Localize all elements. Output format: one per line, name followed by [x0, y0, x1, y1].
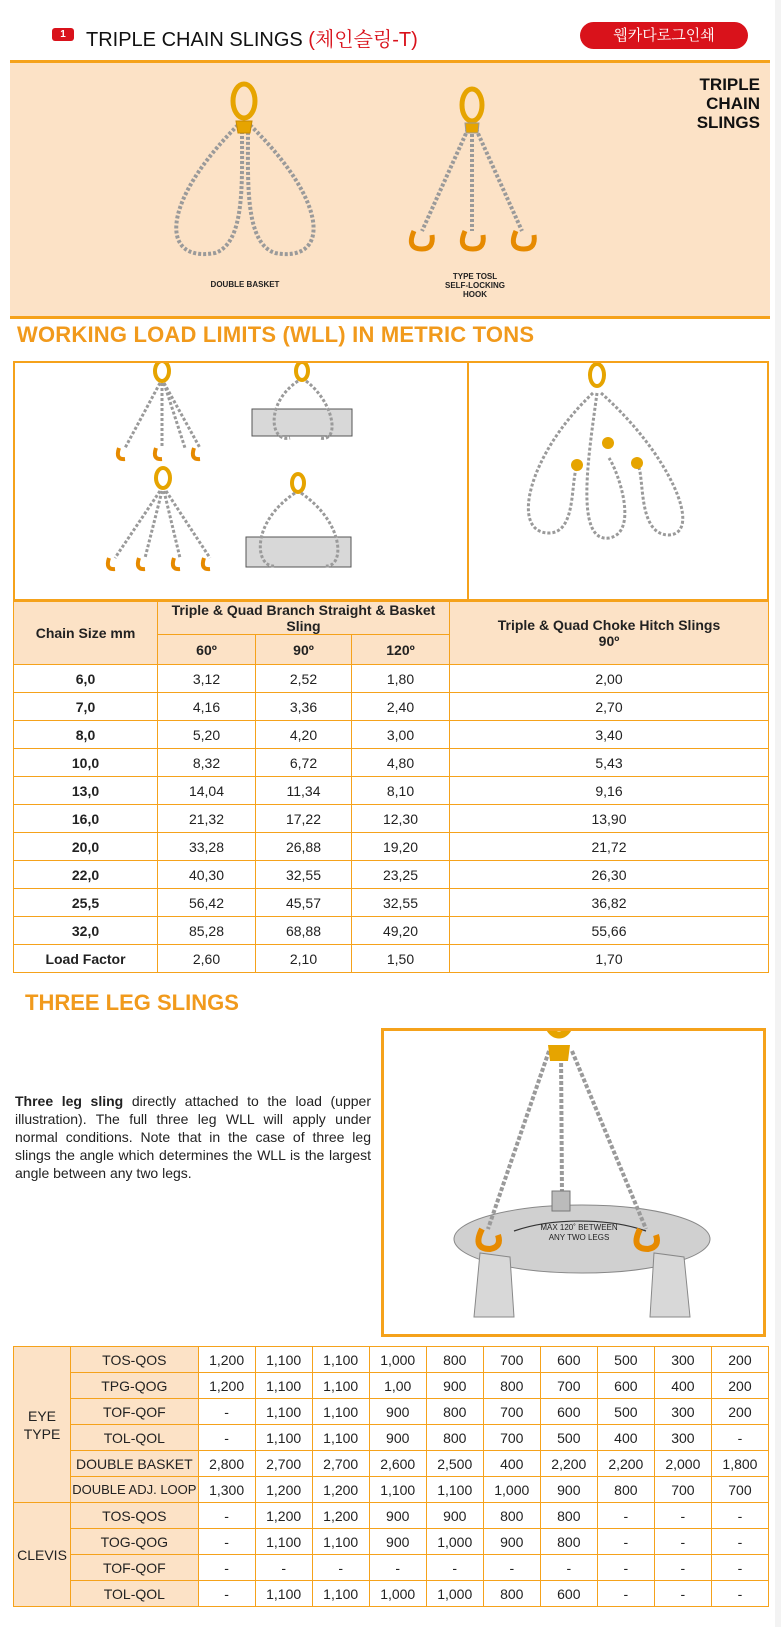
self-locking-hook-illustration	[411, 89, 534, 249]
capacity-value-cell: 1,000	[369, 1347, 426, 1373]
wll-value-cell: 11,34	[256, 777, 352, 805]
capacity-value-cell: 1,000	[369, 1581, 426, 1607]
model-cell: TOS-QOS	[71, 1503, 199, 1529]
capacity-value-cell: 200	[711, 1373, 768, 1399]
capacity-value-cell: 1,800	[711, 1451, 768, 1477]
capacity-value-cell: -	[711, 1529, 768, 1555]
capacity-value-cell: 600	[597, 1373, 654, 1399]
three-leg-description	[15, 1092, 371, 1182]
angle-header: 120º	[352, 635, 450, 665]
capacity-value-cell: 900	[426, 1503, 483, 1529]
capacity-row	[14, 1373, 769, 1399]
section-number-badge: 1	[52, 28, 74, 41]
capacity-value-cell: -	[711, 1581, 768, 1607]
wll-value-cell: 55,66	[450, 917, 769, 945]
wll-value-cell: 32,55	[256, 861, 352, 889]
wll-row	[14, 889, 769, 917]
capacity-value-cell: 700	[540, 1373, 597, 1399]
wll-value-cell: 2,60	[158, 945, 256, 973]
three-leg-illustration	[384, 1031, 763, 1334]
wll-value-cell: 19,20	[352, 833, 450, 861]
clevis-group	[14, 1503, 71, 1607]
wll-value-cell: 3,00	[352, 721, 450, 749]
wll-value-cell: 8,32	[158, 749, 256, 777]
capacity-value-cell: 900	[369, 1503, 426, 1529]
capacity-value-cell: -	[654, 1529, 711, 1555]
capacity-value-cell: 700	[483, 1425, 540, 1451]
capacity-row	[14, 1477, 769, 1503]
capacity-value-cell: 1,100	[255, 1581, 312, 1607]
double-basket-caption: DOUBLE BASKET	[210, 280, 280, 289]
wll-value-cell: 9,16	[450, 777, 769, 805]
chain-size-cell: 6,0	[14, 665, 158, 693]
capacity-value-cell: -	[597, 1581, 654, 1607]
wll-value-cell: 3,36	[256, 693, 352, 721]
wll-value-cell: 49,20	[352, 917, 450, 945]
capacity-value-cell: 2,500	[426, 1451, 483, 1477]
wll-value-cell: 26,88	[256, 833, 352, 861]
wll-value-cell: 40,30	[158, 861, 256, 889]
capacity-value-cell: -	[198, 1555, 255, 1581]
wll-value-cell: 12,30	[352, 805, 450, 833]
branch-sling-illustrations	[15, 363, 467, 599]
capacity-value-cell: 1,100	[255, 1529, 312, 1555]
chain-size-cell: 13,0	[14, 777, 158, 805]
capacity-value-cell: 800	[483, 1581, 540, 1607]
page-edge	[775, 0, 781, 1627]
model-cell: TPG-QOG	[71, 1373, 199, 1399]
caption-line: ANY TWO LEGS	[548, 1233, 610, 1242]
wll-value-cell: 68,88	[256, 917, 352, 945]
capacity-value-cell: -	[597, 1529, 654, 1555]
capacity-value-cell: 300	[654, 1399, 711, 1425]
chain-size-cell: 10,0	[14, 749, 158, 777]
capacity-value-cell: 1,100	[312, 1529, 369, 1555]
capacity-value-cell: 1,200	[198, 1347, 255, 1373]
wll-value-cell: 36,82	[450, 889, 769, 917]
capacity-value-cell: 1,100	[255, 1347, 312, 1373]
capacity-value-cell: 2,600	[369, 1451, 426, 1477]
sling-capacity-table	[13, 1346, 769, 1607]
wll-value-cell: 2,52	[256, 665, 352, 693]
capacity-value-cell: 1,000	[426, 1581, 483, 1607]
model-cell: TOL-QOL	[71, 1425, 199, 1451]
wll-value-cell: 6,72	[256, 749, 352, 777]
wll-value-cell: 2,70	[450, 693, 769, 721]
description-lead: Three leg sling	[15, 1093, 124, 1109]
choke-hitch-header	[450, 602, 769, 665]
capacity-value-cell: -	[597, 1503, 654, 1529]
capacity-value-cell: 2,200	[597, 1451, 654, 1477]
wll-value-cell: 1,50	[352, 945, 450, 973]
capacity-value-cell: 2,700	[255, 1451, 312, 1477]
angle-header: 90º	[256, 635, 352, 665]
double-basket-illustration	[176, 84, 313, 254]
wll-row	[14, 833, 769, 861]
angle-header: 60º	[158, 635, 256, 665]
wll-value-cell: 3,12	[158, 665, 256, 693]
capacity-value-cell: 400	[654, 1373, 711, 1399]
wll-value-cell: 17,22	[256, 805, 352, 833]
capacity-value-cell: -	[198, 1529, 255, 1555]
capacity-value-cell: 1,100	[369, 1477, 426, 1503]
capacity-row	[14, 1451, 769, 1477]
capacity-row	[14, 1555, 769, 1581]
capacity-value-cell: 400	[597, 1425, 654, 1451]
wll-value-cell: 5,43	[450, 749, 769, 777]
wll-value-cell: 8,10	[352, 777, 450, 805]
wll-value-cell: 4,80	[352, 749, 450, 777]
capacity-row	[14, 1581, 769, 1607]
wll-value-cell: 26,30	[450, 861, 769, 889]
capacity-value-cell: 2,000	[654, 1451, 711, 1477]
chain-size-cell: 20,0	[14, 833, 158, 861]
capacity-value-cell: 800	[426, 1347, 483, 1373]
capacity-value-cell: -	[654, 1581, 711, 1607]
capacity-value-cell: 900	[540, 1477, 597, 1503]
wll-value-cell: 1,80	[352, 665, 450, 693]
capacity-value-cell: 900	[426, 1373, 483, 1399]
wll-value-cell: 85,28	[158, 917, 256, 945]
capacity-value-cell: 800	[426, 1425, 483, 1451]
model-cell: TOL-QOL	[71, 1581, 199, 1607]
capacity-value-cell: -	[198, 1425, 255, 1451]
chain-size-cell: 22,0	[14, 861, 158, 889]
chain-size-cell: 16,0	[14, 805, 158, 833]
capacity-value-cell: 800	[483, 1503, 540, 1529]
wll-row	[14, 665, 769, 693]
wll-value-cell: 21,72	[450, 833, 769, 861]
choke-hitch-title: Triple & Quad Choke Hitch Slings	[497, 617, 721, 633]
model-cell: DOUBLE BASKET	[71, 1451, 199, 1477]
capacity-value-cell: 1,100	[312, 1347, 369, 1373]
capacity-value-cell: 1,100	[255, 1373, 312, 1399]
caption-line: SELF-LOCKING	[445, 281, 505, 290]
capacity-value-cell: 1,200	[312, 1477, 369, 1503]
model-cell: DOUBLE ADJ. LOOP	[71, 1477, 199, 1503]
capacity-value-cell: 600	[540, 1581, 597, 1607]
capacity-value-cell: 1,300	[198, 1477, 255, 1503]
wll-row	[14, 721, 769, 749]
capacity-value-cell: 1,000	[426, 1529, 483, 1555]
capacity-value-cell: -	[198, 1399, 255, 1425]
capacity-value-cell: 300	[654, 1347, 711, 1373]
capacity-value-cell: 500	[597, 1347, 654, 1373]
capacity-value-cell: 600	[540, 1347, 597, 1373]
wll-value-cell: 21,32	[158, 805, 256, 833]
wll-row	[14, 777, 769, 805]
capacity-value-cell: 800	[540, 1503, 597, 1529]
wll-header-row	[14, 602, 769, 635]
chain-size-header: Chain Size mm	[14, 602, 158, 665]
capacity-row	[14, 1347, 769, 1373]
eye-type-group	[14, 1347, 71, 1503]
wll-row	[14, 917, 769, 945]
group-label-line: CLEVIS	[17, 1546, 67, 1563]
wll-value-cell: 33,28	[158, 833, 256, 861]
caption-line: MAX 120˚ BETWEEN	[540, 1223, 618, 1232]
capacity-value-cell: -	[711, 1425, 768, 1451]
wll-value-cell: 32,55	[352, 889, 450, 917]
wll-value-cell: 2,10	[256, 945, 352, 973]
hero-banner	[10, 63, 770, 319]
capacity-value-cell: 1,200	[255, 1503, 312, 1529]
wll-row	[14, 693, 769, 721]
group-label-line: TYPE	[23, 1425, 61, 1442]
capacity-value-cell: -	[369, 1555, 426, 1581]
wll-row	[14, 805, 769, 833]
capacity-value-cell: 200	[711, 1347, 768, 1373]
max-angle-caption	[524, 1223, 634, 1243]
capacity-value-cell: -	[597, 1555, 654, 1581]
capacity-value-cell: 1,100	[255, 1425, 312, 1451]
capacity-value-cell: 2,200	[540, 1451, 597, 1477]
capacity-value-cell: 1,00	[369, 1373, 426, 1399]
wll-value-cell: 13,90	[450, 805, 769, 833]
capacity-value-cell: -	[483, 1555, 540, 1581]
chain-sling-illustrations	[10, 63, 770, 319]
wll-heading: WORKING LOAD LIMITS (WLL) IN METRIC TONS	[17, 322, 535, 347]
capacity-value-cell: 1,100	[312, 1399, 369, 1425]
capacity-value-cell: -	[711, 1503, 768, 1529]
wll-value-cell: 2,40	[352, 693, 450, 721]
capacity-value-cell: 700	[483, 1347, 540, 1373]
capacity-value-cell: 200	[711, 1399, 768, 1425]
title-korean: (체인슬링-T)	[308, 29, 418, 51]
chain-size-cell: 32,0	[14, 917, 158, 945]
hero-tag-line: CHAIN	[706, 94, 760, 113]
capacity-value-cell: 900	[483, 1529, 540, 1555]
capacity-value-cell: 1,200	[198, 1373, 255, 1399]
capacity-row	[14, 1399, 769, 1425]
capacity-value-cell: 900	[369, 1425, 426, 1451]
model-cell: TOS-QOS	[71, 1347, 199, 1373]
self-locking-hook-caption	[430, 272, 520, 299]
capacity-value-cell: -	[711, 1555, 768, 1581]
capacity-value-cell: -	[654, 1555, 711, 1581]
capacity-value-cell: 400	[483, 1451, 540, 1477]
capacity-value-cell: 800	[426, 1399, 483, 1425]
capacity-value-cell: 1,200	[312, 1503, 369, 1529]
wll-value-cell: 4,16	[158, 693, 256, 721]
choke-hitch-angle: 90º	[598, 633, 620, 649]
choke-hitch-illustration	[469, 363, 769, 599]
wll-row	[14, 861, 769, 889]
capacity-value-cell: 900	[369, 1399, 426, 1425]
capacity-value-cell: 300	[654, 1425, 711, 1451]
branch-basket-header: Triple & Quad Branch Straight & Basket Sling	[158, 602, 450, 635]
capacity-value-cell: 1,100	[255, 1399, 312, 1425]
capacity-value-cell: 800	[597, 1477, 654, 1503]
capacity-value-cell: 900	[369, 1529, 426, 1555]
model-cell: TOF-QOF	[71, 1399, 199, 1425]
caption-line: TYPE TOSL	[452, 272, 498, 281]
capacity-value-cell: 1,100	[312, 1425, 369, 1451]
capacity-value-cell: 1,100	[312, 1373, 369, 1399]
web-catalog-print-button[interactable]: 웹카다로그인쇄	[580, 22, 748, 49]
capacity-value-cell: 1,100	[426, 1477, 483, 1503]
chain-size-cell: 7,0	[14, 693, 158, 721]
chain-size-cell: 8,0	[14, 721, 158, 749]
model-cell: TOF-QOF	[71, 1555, 199, 1581]
hero-tag-line: TRIPLE	[699, 75, 760, 94]
wll-table	[13, 601, 769, 973]
capacity-value-cell: 700	[483, 1399, 540, 1425]
three-leg-heading: THREE LEG SLINGS	[25, 990, 239, 1015]
chain-size-cell: Load Factor	[14, 945, 158, 973]
wll-figures	[13, 361, 769, 601]
capacity-value-cell: 800	[540, 1529, 597, 1555]
hero-tag-line: SLINGS	[696, 113, 760, 132]
chain-size-cell: 25,5	[14, 889, 158, 917]
triple-branch-sling	[125, 383, 200, 448]
wll-value-cell: 3,40	[450, 721, 769, 749]
capacity-value-cell: 500	[597, 1399, 654, 1425]
capacity-row	[14, 1529, 769, 1555]
title-english: TRIPLE CHAIN SLINGS	[86, 29, 309, 51]
capacity-value-cell: 2,700	[312, 1451, 369, 1477]
page-title	[86, 23, 418, 52]
capacity-value-cell: -	[255, 1555, 312, 1581]
wll-value-cell: 2,00	[450, 665, 769, 693]
description-body: directly attached to the load (upper illustration). The full three leg WLL will apply under normal conditions. Note that in the case of three leg slings the angle which determines the WLL is the largest angle between any two legs.	[15, 1093, 371, 1181]
capacity-value-cell: -	[426, 1555, 483, 1581]
wll-value-cell: 5,20	[158, 721, 256, 749]
capacity-value-cell: -	[312, 1555, 369, 1581]
wll-row	[14, 945, 769, 973]
capacity-value-cell: 800	[483, 1373, 540, 1399]
capacity-value-cell: -	[540, 1555, 597, 1581]
three-leg-figure	[381, 1028, 766, 1337]
capacity-row	[14, 1425, 769, 1451]
capacity-value-cell: 1,000	[483, 1477, 540, 1503]
wll-value-cell: 56,42	[158, 889, 256, 917]
basket-load-block	[252, 409, 352, 436]
wll-value-cell: 45,57	[256, 889, 352, 917]
capacity-value-cell: 1,200	[255, 1477, 312, 1503]
wll-row	[14, 749, 769, 777]
capacity-value-cell: 700	[654, 1477, 711, 1503]
capacity-value-cell: 2,800	[198, 1451, 255, 1477]
model-cell: TOG-QOG	[71, 1529, 199, 1555]
page-header	[0, 0, 781, 62]
wll-value-cell: 23,25	[352, 861, 450, 889]
wll-value-cell: 14,04	[158, 777, 256, 805]
group-label-line: EYE	[28, 1407, 57, 1424]
capacity-value-cell: -	[198, 1503, 255, 1529]
capacity-value-cell: 500	[540, 1425, 597, 1451]
capacity-row	[14, 1503, 769, 1529]
capacity-value-cell: 1,100	[312, 1581, 369, 1607]
wll-value-cell: 1,70	[450, 945, 769, 973]
quad-branch-sling	[115, 491, 210, 558]
capacity-value-cell: 700	[711, 1477, 768, 1503]
wll-value-cell: 4,20	[256, 721, 352, 749]
caption-line: HOOK	[463, 290, 487, 299]
capacity-value-cell: -	[654, 1503, 711, 1529]
capacity-value-cell: 600	[540, 1399, 597, 1425]
capacity-value-cell: -	[198, 1581, 255, 1607]
